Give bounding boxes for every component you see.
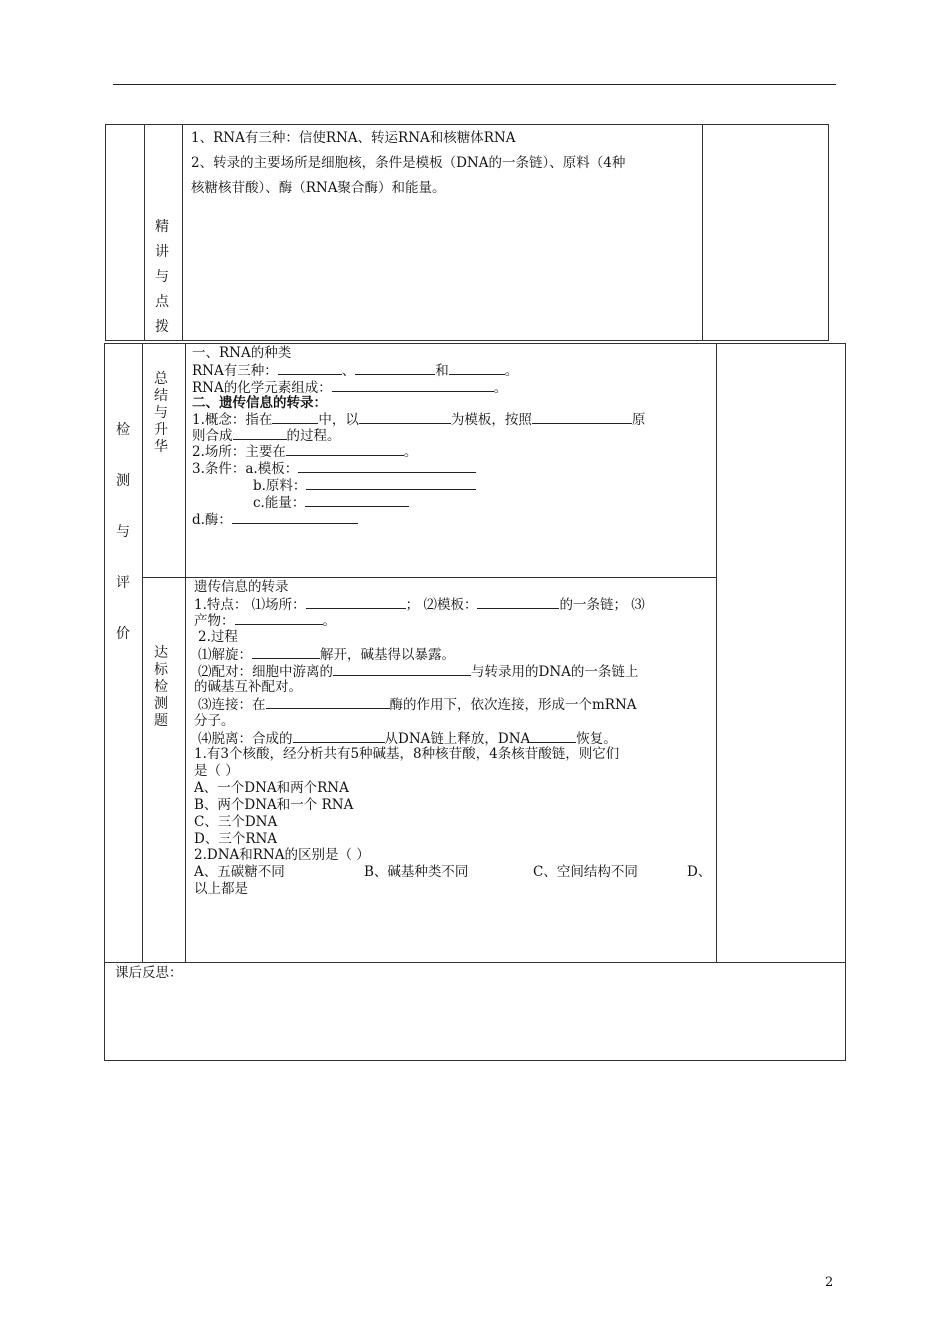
summary-line-3: RNA的化学元素组成： 。 xyxy=(192,380,508,396)
question-2: 2.DNA和RNA的区别是（ ） xyxy=(194,847,370,863)
summary-line-7: 2.场所：主要在 。 xyxy=(192,444,418,460)
blank-field[interactable] xyxy=(266,696,390,709)
blank-field[interactable] xyxy=(272,411,318,424)
test-line-2: 1.特点： ⑴场所： ； ⑵模板： 的一条链； ⑶ xyxy=(194,597,645,613)
blank-field[interactable] xyxy=(449,362,505,375)
test-label: 达 标 检 测 题 xyxy=(154,645,168,729)
test-line-6: ⑵配对：细胞中游离的 与转录用的DNA的一条链上 xyxy=(198,664,639,680)
blank-field[interactable] xyxy=(477,596,559,609)
summary-line-9: b.原料： xyxy=(253,477,476,495)
question-2-option-b: B、碱基种类不同 xyxy=(364,864,469,880)
blank-field[interactable] xyxy=(333,663,471,676)
blank-field[interactable] xyxy=(530,730,576,743)
reflection-label: 课后反思： xyxy=(115,965,183,981)
blank-field[interactable] xyxy=(252,646,320,659)
test-line-9: 分子。 xyxy=(194,713,235,729)
blank-field[interactable] xyxy=(355,362,435,375)
question-1-option-c: C、三个DNA xyxy=(194,814,278,830)
question-2-option-a: A、五碳糖不同 xyxy=(194,864,285,880)
blank-field[interactable] xyxy=(359,411,451,424)
question-1-option-b: B、两个DNA和一个 RNA xyxy=(194,797,354,813)
blank-field[interactable] xyxy=(332,379,494,392)
question-1: 1.有3个核酸，经分析共有5种碱基，8种核苷酸，4条核苷酸链，则它们 xyxy=(194,746,620,762)
summary-label: 总 结 与 升 华 xyxy=(154,371,168,455)
test-line-10: ⑷脱离：合成的 从DNA链上释放，DNA 恢复。 xyxy=(198,731,617,747)
blank-field[interactable] xyxy=(232,511,358,524)
test-line-1: 遗传信息的转录 xyxy=(194,579,289,595)
summary-line-5: 1.概念：指在 中，以 为模板，按照 原 xyxy=(192,412,646,428)
question-2-option-c: C、空间结构不同 xyxy=(533,864,638,880)
blank-field[interactable] xyxy=(306,477,476,490)
question-2-option-d: D、 xyxy=(687,864,712,880)
section1-line-3: 核糖核苷酸）、酶（RNA聚合酶）和能量。 xyxy=(191,180,446,196)
section1-line-1: 1、RNA有三种：信使RNA、转运RNA和核糖体RNA xyxy=(191,130,516,146)
test-line-7: 的碱基互补配对。 xyxy=(194,679,302,695)
test-line-8: ⑶连接：在 酶的作用下，依次连接，形成一个mRNA xyxy=(198,697,637,713)
summary-line-11: d.酶： xyxy=(192,511,358,529)
summary-line-2: RNA有三种： 、 和 。 xyxy=(192,363,519,379)
blank-field[interactable] xyxy=(298,460,476,473)
question-1-bracket: 是（ ） xyxy=(194,763,239,779)
blank-field[interactable] xyxy=(286,443,404,456)
summary-heading-2: 二、遗传信息的转录： xyxy=(192,395,327,411)
summary-line-6: 则合成 的过程。 xyxy=(192,428,341,444)
blank-field[interactable] xyxy=(305,494,409,507)
blank-field[interactable] xyxy=(293,730,385,743)
test-line-4: 2.过程 xyxy=(198,629,238,645)
blank-field[interactable] xyxy=(233,427,287,440)
question-1-option-a: A、一个DNA和两个RNA xyxy=(194,780,349,796)
section1-label: 精 讲 与 点 拨 xyxy=(155,219,169,335)
blank-field[interactable] xyxy=(278,362,342,375)
section1-line-2: 2、转录的主要场所是细胞核，条件是模板（DNA的一条链）、原料（4种 xyxy=(191,155,626,171)
question-2-option-d-text: 以上都是 xyxy=(194,881,248,897)
summary-line-10: c.能量： xyxy=(253,494,409,512)
test-line-3: 产物： 。 xyxy=(194,613,336,629)
header-rule xyxy=(113,84,836,85)
section2-outer-label: 检 测 与 评 价 xyxy=(116,422,130,642)
blank-field[interactable] xyxy=(532,411,632,424)
test-line-5: ⑴解旋： 解开，碱基得以暴露。 xyxy=(198,647,455,663)
blank-field[interactable] xyxy=(306,596,406,609)
page-number: 2 xyxy=(825,1275,834,1290)
blank-field[interactable] xyxy=(235,612,323,625)
question-1-option-d: D、三个RNA xyxy=(194,831,278,847)
summary-line-8: 3.条件：a.模板： xyxy=(192,460,476,478)
summary-line-1: 一、RNA的种类 xyxy=(192,345,292,361)
